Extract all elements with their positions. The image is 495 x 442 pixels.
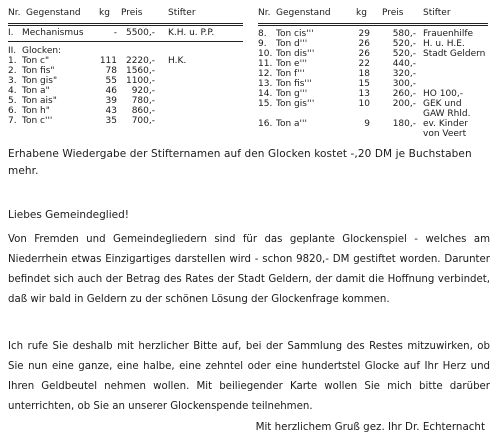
cell-nr: 16.: [258, 119, 273, 129]
cell-gegenstand: Ton h": [22, 106, 50, 116]
cell-kg: 29: [358, 29, 370, 39]
cell-kg: 55: [105, 76, 117, 86]
cell-gegenstand: Glocken:: [22, 46, 62, 56]
cell-kg: 43: [105, 106, 117, 116]
cell-nr: 11.: [258, 59, 273, 69]
cell-nr: 13.: [258, 79, 273, 89]
right-bell-table: [258, 8, 488, 138]
cell-kg: 26: [358, 49, 370, 59]
header-gegenstand: Gegenstand: [26, 8, 81, 18]
cell-preis: 200,-: [392, 99, 416, 109]
cell-nr: 12.: [258, 69, 273, 79]
cell-gegenstand: Ton a": [22, 86, 50, 96]
cell-gegenstand: Ton ais": [22, 96, 57, 106]
cell-preis: 1100,-: [125, 76, 155, 86]
cell-preis: 2220,-: [125, 56, 155, 66]
cell-stifter: von Veert: [423, 129, 467, 139]
cell-kg: 9: [364, 119, 370, 129]
cell-stifter: H.K.: [168, 56, 187, 66]
right-header-rule-top: [258, 23, 488, 24]
cell-nr: 1.: [8, 56, 17, 66]
cell-preis: 860,-: [131, 106, 155, 116]
cell-preis: 700,-: [131, 116, 155, 126]
cell-preis: 260,-: [392, 89, 416, 99]
cell-nr: 15.: [258, 99, 273, 109]
left-bell-table: [8, 8, 243, 138]
left-table-header: [8, 8, 243, 19]
cell-nr: 7.: [8, 116, 17, 126]
cell-nr: I.: [8, 28, 14, 38]
cell-gegenstand: Ton dis''': [276, 49, 315, 59]
cell-kg: 35: [105, 116, 117, 126]
cell-nr: 14.: [258, 89, 273, 99]
cell-kg: 78: [105, 66, 117, 76]
letter-paragraph-1: Von Fremden und Gemeindegliedern sind für das geplante Glockenspiel - welches am Niederrhein etwas Einzigartiges darstellen wird - schon 9820,- DM gestiftet worden. Darunter befindet sich auch der Betrag des Rates der Stadt Geldern, der damit die Hoffnung verbindet, daß wir bald in Geldern zu der schönen Lösung der Glockenfrage kommen.: [8, 234, 490, 305]
cell-gegenstand: Ton e''': [276, 59, 307, 69]
cell-stifter: Frauenhilfe: [423, 29, 474, 39]
cell-nr: 9.: [258, 39, 267, 49]
cell-preis: 320,-: [392, 69, 416, 79]
header-stifter: Stifter: [168, 8, 196, 18]
cell-kg: 15: [358, 79, 370, 89]
cell-gegenstand: Ton fis": [22, 66, 55, 76]
cell-nr: 6.: [8, 106, 17, 116]
header-gegenstand: Gegenstand: [276, 8, 331, 18]
cell-preis: 920,-: [131, 86, 155, 96]
table-row: [258, 129, 488, 140]
cell-nr: 5.: [8, 96, 17, 106]
header-stifter: Stifter: [423, 8, 451, 18]
cell-kg: 22: [358, 59, 370, 69]
salutation: Liebes Gemeindeglied!: [8, 209, 129, 221]
cell-kg: 111: [99, 56, 117, 66]
header-kg: kg: [356, 8, 367, 18]
cell-nr: 2.: [8, 66, 17, 76]
cell-gegenstand: Ton cis''': [276, 29, 314, 39]
engraving-note: Erhabene Wiedergabe der Stifternamen auf den Glocken kostet -,20 DM je Buchstaben mehr.: [8, 148, 472, 177]
cell-preis: 5500,-: [125, 28, 155, 38]
cell-gegenstand: Ton c''': [22, 116, 53, 126]
cell-gegenstand: Ton c": [22, 56, 50, 66]
cell-kg: 39: [105, 96, 117, 106]
cell-gegenstand: Mechanismus: [22, 28, 84, 38]
cell-kg: 46: [105, 86, 117, 96]
cell-nr: 10.: [258, 49, 273, 59]
cell-kg: 10: [358, 99, 370, 109]
cell-preis: 440,-: [392, 59, 416, 69]
letter-paragraph-2: Ich rufe Sie deshalb mit herzlicher Bitte auf, bei der Sammlung des Restes mitzuwirken, ob Sie nun eine ganze, eine halbe, eine zehntel oder eine hundertstel Glocke auf Ihr Herz und Ihren Geldbeutel nehmen wollen. Mit beiliegender Karte wollen Sie mich bitte darüber unterrichten, ob Sie an unserer Glockenspende teilnehmen.: [8, 341, 490, 412]
cell-kg: -: [113, 28, 117, 38]
table-row: [8, 28, 243, 39]
cell-kg: 26: [358, 39, 370, 49]
cell-stifter: GEK und: [423, 99, 462, 109]
table-row: [8, 116, 243, 127]
header-preis: Preis: [121, 8, 143, 18]
cell-stifter: H. u. H.E.: [423, 39, 465, 49]
cell-nr: 8.: [258, 29, 267, 39]
cell-nr: 3.: [8, 76, 17, 86]
cell-gegenstand: Ton gis''': [276, 99, 315, 109]
cell-stifter: HO 100,-: [423, 89, 463, 99]
cell-gegenstand: Ton fis''': [276, 79, 312, 89]
cell-preis: 1560,-: [125, 66, 155, 76]
cell-gegenstand: Ton d''': [276, 39, 308, 49]
right-table-header: [258, 8, 488, 19]
left-header-rule-bottom: [8, 25, 243, 26]
cell-preis: 780,-: [131, 96, 155, 106]
cell-nr: 4.: [8, 86, 17, 96]
cell-gegenstand: Ton f''': [276, 69, 305, 79]
cell-gegenstand: Ton g''': [276, 89, 308, 99]
cell-stifter: Stadt Geldern: [423, 49, 486, 59]
cell-preis: 520,-: [392, 39, 416, 49]
cell-preis: 300,-: [392, 79, 416, 89]
cell-nr: II.: [8, 46, 17, 56]
cell-stifter: K.H. u. P.P.: [168, 28, 215, 38]
signature-line: Mit herzlichem Gruß gez. Ihr Dr. Echternacht: [255, 421, 485, 433]
cell-preis: 580,-: [392, 29, 416, 39]
header-preis: Preis: [382, 8, 404, 18]
header-nr: Nr.: [258, 8, 271, 18]
cell-stifter: ev. Kinder: [423, 119, 468, 129]
cell-kg: 18: [358, 69, 370, 79]
cell-stifter: GAW Rhld.: [423, 109, 471, 119]
cell-preis: 520,-: [392, 49, 416, 59]
right-header-rule-bottom: [258, 25, 488, 26]
header-nr: Nr.: [8, 8, 21, 18]
cell-preis: 180,-: [392, 119, 416, 129]
left-mechanism-rule: [8, 41, 243, 42]
header-kg: kg: [99, 8, 110, 18]
left-header-rule-top: [8, 23, 243, 24]
cell-gegenstand: Ton gis": [22, 76, 58, 86]
cell-gegenstand: Ton a''': [276, 119, 307, 129]
cell-kg: 13: [358, 89, 370, 99]
